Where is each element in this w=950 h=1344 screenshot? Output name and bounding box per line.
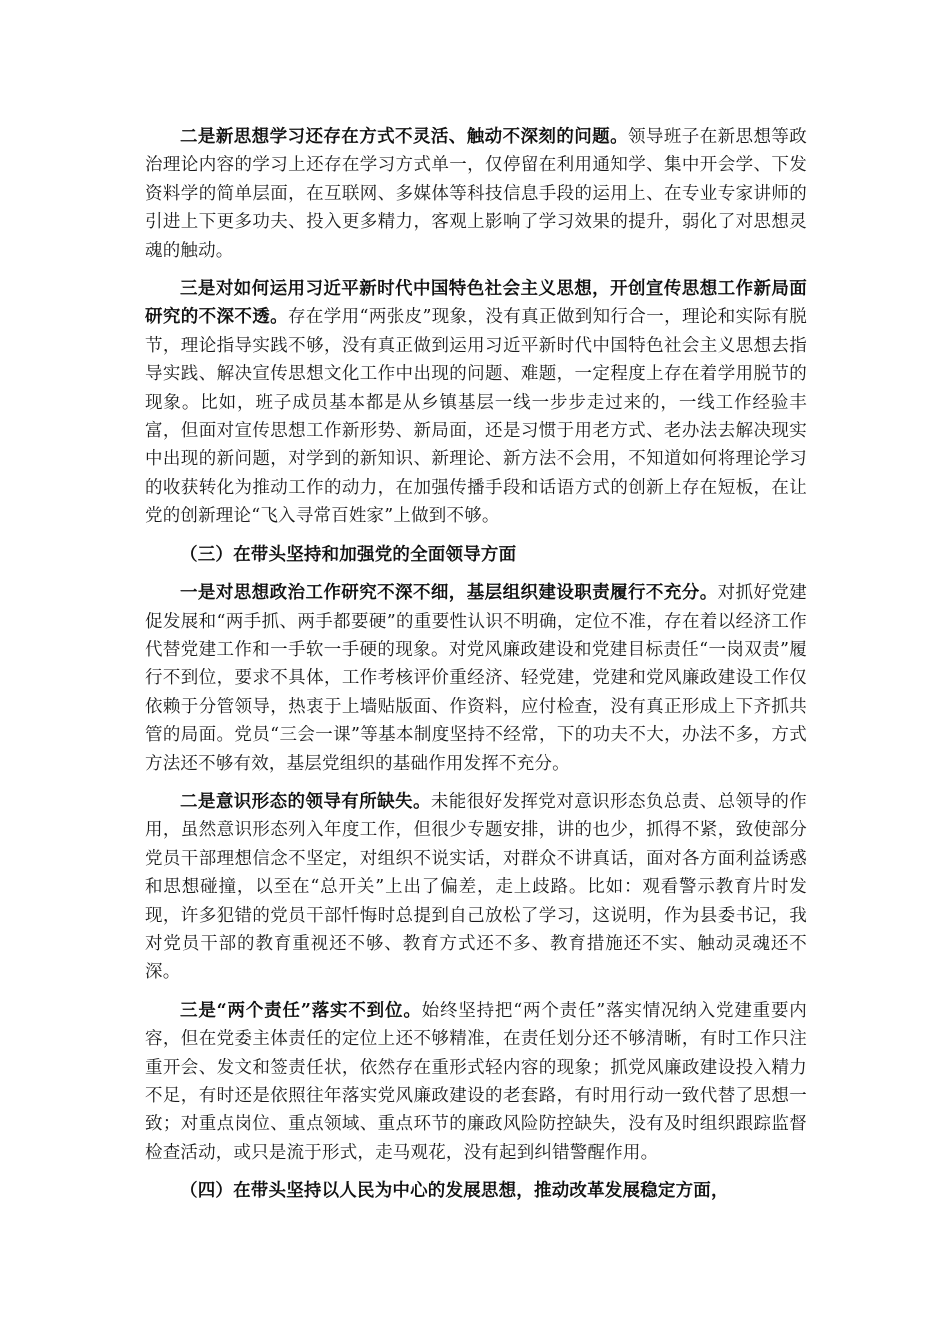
paragraph-ideology-leadership xyxy=(145,788,807,987)
paragraph-theory-application xyxy=(145,275,807,531)
paragraph-lead: 二是意识形态的领导有所缺失。 xyxy=(180,791,431,812)
paragraph-lead: 二是新思想学习还存在方式不灵活、触动不深刻的问题。 xyxy=(180,127,629,147)
paragraph-party-building xyxy=(145,579,807,778)
paragraph-body: 存在学用“两张皮”现象，没有真正做到知行合一，理论和实际有脱节，理论指导实践不够，没有真正做到运用习近平新时代中国特色社会主义思想去指导实践、解决宣传思想文化工作中出现的问题、难题，一定程度上存在着学用脱节的现象。比如，班子成员基本都是从乡镇基层一线一步步走过来的，一线工作经验丰富，但面对宣传思想工作新形势、新局面，还是习惯于用老方式、老办法去解决现实中出现的新问题，对学到的新知识、新理论、新方法不会用，不知道如何将理论学习的收获转化为推动工作的动力，在加强传播手段和话语方式的创新上存在短板，在让党的创新理论“飞入寻常百姓家”上做到不够。 xyxy=(145,307,807,527)
section-heading-3: （三）在带头坚持和加强党的全面领导方面 xyxy=(180,544,517,565)
paragraph-new-thought-study xyxy=(145,123,807,265)
paragraph-lead: 三是对如何运用习近平新时代中国特色社会主义思想，开创宣传思想工作新局面研究的不深不透。 xyxy=(145,279,807,328)
paragraph-body: 对抓好党建促发展和“两手抓、两手都要硬”的重要性认识不明确，定位不准，存在着以经济工作代替党建工作和一手软一手硬的现象。对党风廉政建设和党建目标责任“一岗双责”履行不到位，要求不具体，工作考核评价重经济、轻党建，党建和党风廉政建设工作仅依赖于分管领导，热衷于上墙贴版面、作资料，应付检查，没有真正形成上下齐抓共管的局面。党员“三会一课”等基本制度坚持不经常，下的功夫不大，办法不多，方式方法还不够有效，基层党组织的基础作用发挥不充分。 xyxy=(145,583,808,774)
paragraph-body: 领导班子在新思想等政治理论内容的学习上还存在学习方式单一，仅停留在利用通知学、集中开会学、下发资料学的简单层面，在互联网、多媒体等科技信息手段的运用上、在专业专家讲师的引进上下更多功夫、投入更多精力，客观上影响了学习效果的提升，弱化了对思想灵魂的触动。 xyxy=(145,127,808,261)
paragraph-lead: 三是“两个责任”落实不到位。 xyxy=(180,1000,422,1021)
paragraph-body: 始终坚持把“两个责任”落实情况纳入党建重要内容，但在党委主体责任的定位上还不够精准，在责任划分还不够清晰，有时工作只注重开会、发文和签责任状，依然存在重形式轻内容的现象；抓党风廉政建设投入精力不足，有时还是依照往年落实党风廉政建设的老套路，有时用行动一致代替了思想一致；对重点岗位、重点领域、重点环节的廉政风险防控缺失，没有及时组织跟踪监督检查活动，或只是流于形式，走马观花，没有起到纠错警醒作用。 xyxy=(145,1000,807,1163)
paragraph-lead: 一是对思想政治工作研究不深不细，基层组织建设职责履行不充分。 xyxy=(180,583,718,604)
document-body xyxy=(145,123,807,1216)
section-heading-4: （四）在带头坚持以人民为中心的发展思想，推动改革发展稳定方面， xyxy=(180,1181,729,1202)
paragraph-two-responsibilities xyxy=(145,997,807,1167)
paragraph-body: 未能很好发挥党对意识形态负总责、总领导的作用，虽然意识形态列入年度工作，但很少专题安排，讲的也少，抓得不紧，致使部分党员干部理想信念不坚定，对组织不说实话，对群众不讲真话，面对各方面利益诱惑和思想碰撞，以至在“总开关”上出了偏差，走上歧路。比如：观看警示教育片时发现，许多犯错的党员干部忏悔时总提到自己放松了学习，这说明，作为县委书记，我对党员干部的教育重视还不够、教育方式还不多、教育措施还不实、触动灵魂还不深。 xyxy=(145,791,807,983)
